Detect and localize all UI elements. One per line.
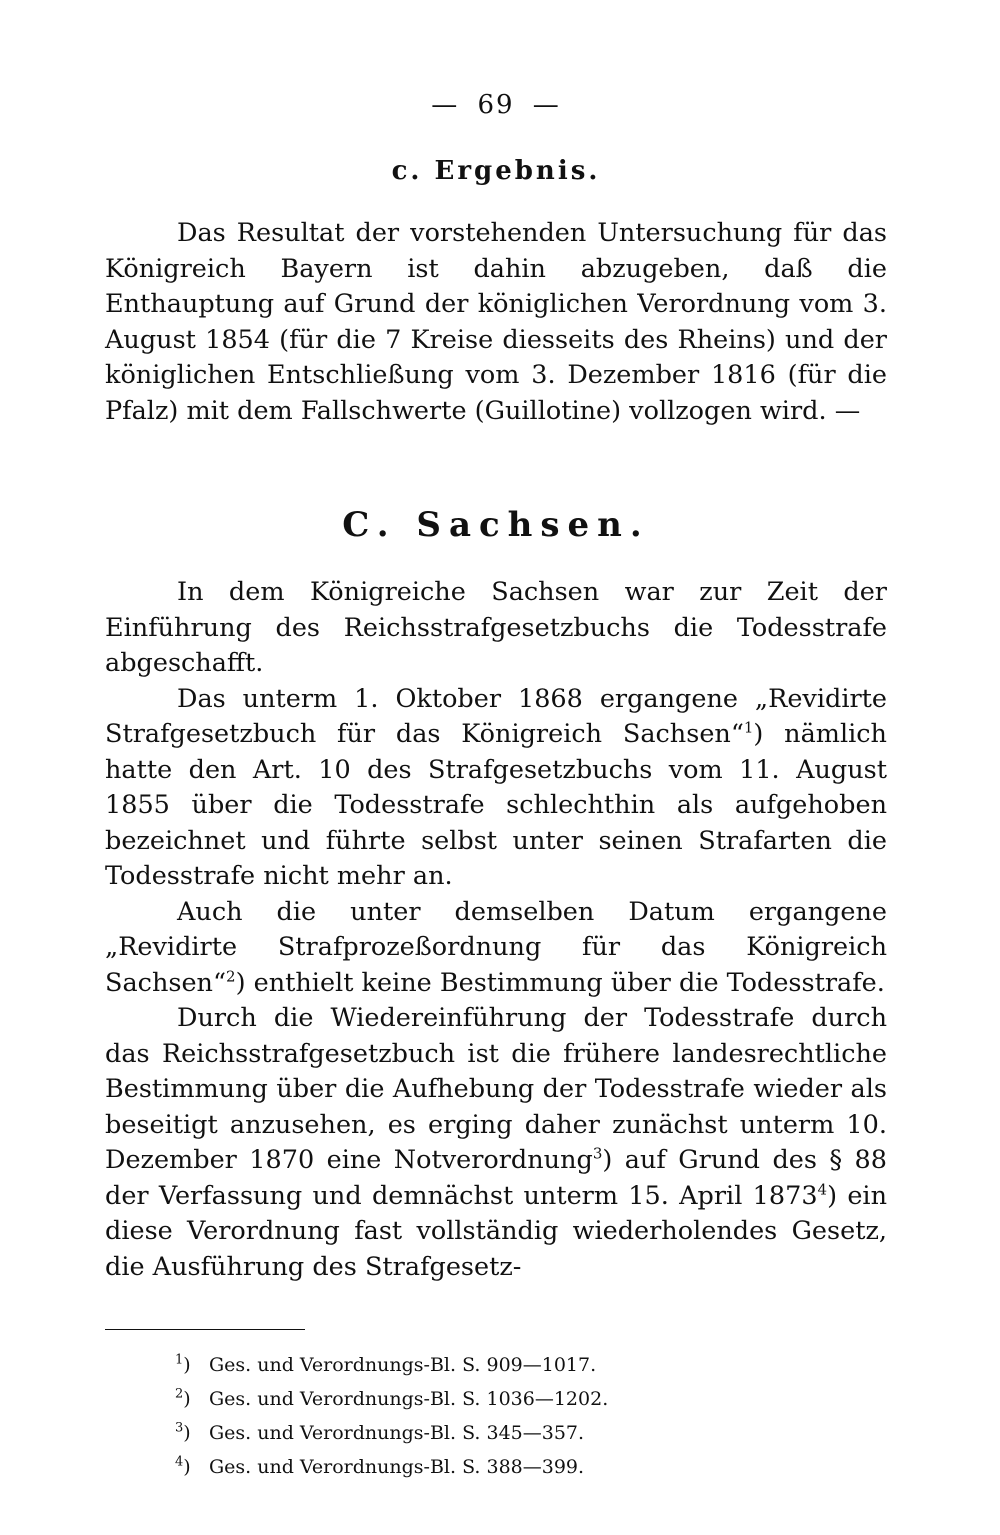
paragraph-text: ) auf Grund des § 88 der Verfassung und demnächst unterm 15. April 1873	[105, 1145, 887, 1211]
footnote	[175, 1382, 887, 1416]
footnote-ref: 2	[226, 967, 236, 985]
paragraph-text: ) nämlich hatte den Art. 10 des Strafgesetzbuchs vom 11. August 1855 über die Todesstrafe schlechthin als aufgehoben bezeichnet und führte selbst unter seinen Strafarten die Todesstrafe nicht mehr an.	[105, 719, 887, 891]
section-heading: C. Sachsen.	[342, 505, 650, 545]
footnote-divider	[105, 1329, 305, 1330]
footnote	[175, 1416, 887, 1450]
paragraph-text: Durch die Wiedereinführung der Todesstrafe durch das Reichsstrafgesetzbuch ist die frühere landesrechtliche Bestimmung über die Aufhebung der Todesstrafe wieder als beseitigt anzusehen, es erging daher zunächst unterm 10. Dezember 1870 eine Notverordnung	[105, 1003, 887, 1175]
footnote-text: Ges. und Verordnungs-Bl. S. 1036—1202.	[209, 1388, 609, 1410]
footnote-text: Ges. und Verordnungs-Bl. S. 909—1017.	[209, 1354, 597, 1376]
footnote-list	[105, 1348, 887, 1484]
footnote-mark: $^2$)	[175, 1386, 191, 1410]
footnote-mark: $^4$)	[175, 1454, 191, 1478]
paragraph-sachsen-3	[105, 895, 887, 1002]
footnote-mark: $^1$)	[175, 1352, 191, 1376]
footnote	[175, 1450, 887, 1484]
footnote-number: 1	[175, 1352, 184, 1368]
footnote-number: 4	[175, 1454, 184, 1470]
document-page	[105, 90, 887, 1484]
footnote-text: Ges. und Verordnungs-Bl. S. 345—357.	[209, 1422, 585, 1444]
footnote-text: Ges. und Verordnungs-Bl. S. 388—399.	[209, 1456, 585, 1478]
footnote-mark: $^3$)	[175, 1420, 191, 1444]
paragraph-sachsen-4	[105, 1001, 887, 1285]
footnote-ref: 1	[743, 718, 754, 737]
footnote	[175, 1348, 887, 1382]
footnote-ref: 3	[592, 1144, 603, 1163]
paragraph-text: ) ein diese Verordnung fast vollständig wiederholendes Gesetz, die Ausführung des Strafgesetz-	[105, 1180, 887, 1282]
paragraph-text: Auch die unter demselben Datum ergangene „Revidirte Strafprozeßordnung für das Königreich Sachsen“	[105, 896, 887, 998]
paragraph-text: ) enthielt keine Bestimmung über die Todesstrafe.	[235, 967, 885, 998]
footnote-number: 2	[175, 1386, 184, 1402]
section-subheading: c. Ergebnis.	[391, 156, 601, 186]
page-number: — 69 —	[431, 90, 561, 120]
paragraph-ergebnis: Das Resultat der vorstehenden Untersuchung für das Königreich Bayern ist dahin abzugeben, daß die Enthauptung auf Grund der königlichen Verordnung vom 3. August 1854 (für die 7 Kreise diesseits des Rheins) und der königlichen Entschließung vom 3. Dezember 1816 (für die Pfalz) mit dem Fallschwerte (Guillotine) vollzogen wird. —	[105, 218, 887, 426]
paragraph-text: Das unterm 1. Oktober 1868 ergangene „Revidirte Strafgesetzbuch für das Königreich Sachsen“	[105, 683, 887, 749]
footnote-ref: 4	[817, 1180, 828, 1198]
paragraph-sachsen-2	[105, 682, 887, 895]
paragraph-sachsen-1: In dem Königreiche Sachsen war zur Zeit der Einführung des Reichsstrafgesetzbuchs die Todesstrafe abgeschafft.	[105, 577, 887, 678]
footnote-number: 3	[175, 1420, 184, 1436]
